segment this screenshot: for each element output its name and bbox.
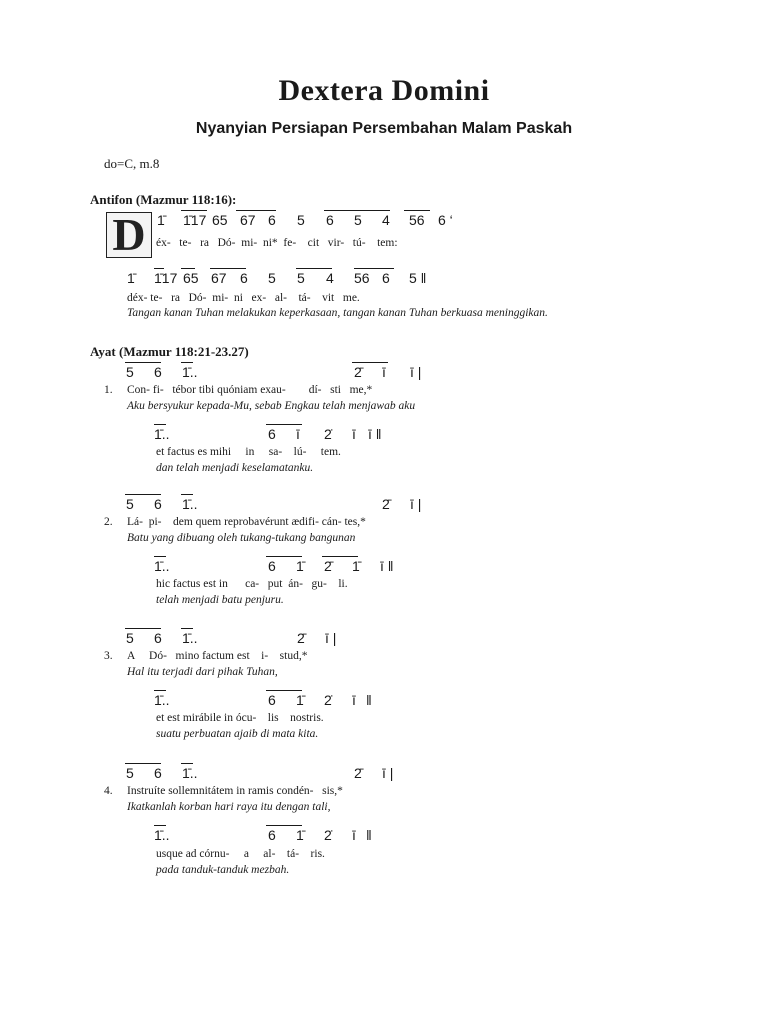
- note: ‖: [366, 692, 372, 708]
- verse-4-translation-2: pada tanduk-tanduk mezbah.: [156, 864, 290, 876]
- verse-4-notes-line2: [0, 827, 768, 845]
- page-subtitle: Nyanyian Persiapan Persembahan Malam Paskah: [195, 120, 573, 137]
- note: ī: [352, 827, 356, 843]
- note: 1̄: [157, 212, 165, 228]
- note: 67: [211, 270, 227, 286]
- note: 6: [326, 212, 334, 228]
- note: 5: [297, 270, 305, 286]
- verse-4-notes-line1: [0, 765, 768, 783]
- note: 6: [268, 692, 276, 708]
- note: 5: [126, 496, 134, 512]
- note: ‖: [366, 827, 372, 843]
- verse-number: 4.: [104, 785, 113, 797]
- antiphon-notes-line1: [0, 212, 768, 230]
- note: 6 ‘: [438, 212, 453, 228]
- note: 2̄: [354, 364, 362, 380]
- note: 1̄..: [154, 692, 170, 708]
- antiphon-heading: Antifon (Mazmur 118:16):: [90, 192, 237, 207]
- note: 1̄: [296, 692, 304, 708]
- verse-2-translation-1: Batu yang dibuang oleh tukang-tukang bangunan: [127, 532, 356, 544]
- note: 5: [268, 270, 276, 286]
- dropcap-initial: D: [106, 212, 152, 258]
- note: 1̄..: [154, 426, 170, 442]
- verse-1-notes-line2: [0, 426, 768, 444]
- note: 1̄: [352, 558, 360, 574]
- key-signature: do=C, m.8: [104, 156, 160, 171]
- note: ī: [352, 426, 356, 442]
- verse-2-lyrics-line1: Lá- pi- dem quem reprobavérunt ædifi- cán- tes,*: [127, 516, 366, 528]
- note: 4: [382, 212, 390, 228]
- note: 6: [154, 364, 162, 380]
- verse-1-lyrics-line1: Con- fi- tébor tibi quóniam exau- dí- sti me,*: [127, 384, 373, 396]
- verse-2-translation-2: telah menjadi batu penjuru.: [156, 594, 284, 606]
- note: 6: [268, 827, 276, 843]
- antiphon-lyrics-line2: déx- te- ra Dó- mi- ni ex- al- tá- vit me.: [127, 292, 360, 304]
- verse-3-notes-line2: [0, 692, 768, 710]
- note: ī |: [410, 364, 422, 380]
- note: 6: [268, 426, 276, 442]
- note: 1̄: [296, 827, 304, 843]
- antiphon-translation: Tangan kanan Tuhan melakukan keperkasaan, tangan kanan Tuhan berkuasa meninggikan.: [127, 307, 548, 319]
- note: 1̄: [127, 270, 135, 286]
- note: 2̄: [297, 630, 305, 646]
- note: 2̄: [354, 765, 362, 781]
- verse-4-translation-1: Ikatkanlah korban hari raya itu dengan tali,: [127, 801, 331, 813]
- page-title: Dextera Domini: [278, 74, 490, 107]
- verse-number: 3.: [104, 650, 113, 662]
- note: 1̄: [296, 558, 304, 574]
- verse-3-notes-line1: [0, 630, 768, 648]
- note: 65: [183, 270, 199, 286]
- note: 56: [354, 270, 370, 286]
- note: 1̄..: [182, 496, 198, 512]
- note: ī ‖: [380, 558, 394, 574]
- verse-2-lyrics-line2: hic factus est in ca- put án- gu- li.: [156, 578, 348, 590]
- note: 1̄..: [182, 364, 198, 380]
- verses-heading: Ayat (Mazmur 118:21-23.27): [90, 344, 249, 359]
- verse-number: 1.: [104, 384, 113, 396]
- antiphon-notes-line2: [0, 270, 768, 288]
- note: 5: [126, 630, 134, 646]
- note: 6: [240, 270, 248, 286]
- note: 1̄17: [154, 270, 178, 286]
- note: 6: [268, 558, 276, 574]
- note: 65: [212, 212, 228, 228]
- note: 1̄..: [154, 558, 170, 574]
- note: ī |: [382, 765, 394, 781]
- note: 5 ‖: [409, 270, 427, 286]
- verse-3-lyrics-line1: A Dó- mino factum est i- stud,*: [127, 650, 308, 662]
- note: 6: [154, 765, 162, 781]
- note: 1̄17: [183, 212, 207, 228]
- note: 2̄: [382, 496, 390, 512]
- verse-1-translation-2: dan telah menjadi keselamatanku.: [156, 462, 314, 474]
- note: 2̄: [324, 558, 332, 574]
- note: 2̇: [324, 827, 332, 843]
- verse-3-lyrics-line2: et est mirábile in ócu- lis nostris.: [156, 712, 324, 724]
- note: 1̄..: [182, 765, 198, 781]
- note: ī ‖: [368, 426, 382, 442]
- antiphon-lyrics-line1: éx- te- ra Dó- mi- ni* fe- cit vir- tú- tem:: [156, 237, 398, 249]
- verse-1-lyrics-line2: et factus es mihi in sa- lú- tem.: [156, 446, 341, 458]
- note: ī: [382, 364, 386, 380]
- note: 1̄..: [182, 630, 198, 646]
- note: 2̇: [324, 692, 332, 708]
- note: 56: [409, 212, 425, 228]
- verse-1-notes-line1: [0, 364, 768, 382]
- verse-3-translation-1: Hal itu terjadi dari pihak Tuhan,: [127, 666, 278, 678]
- note: ī: [296, 426, 300, 442]
- verse-2-notes-line1: [0, 496, 768, 514]
- note: ī |: [325, 630, 337, 646]
- note: ī |: [410, 496, 422, 512]
- note: 5: [126, 364, 134, 380]
- note: 2̇: [324, 426, 332, 442]
- note: ī: [352, 692, 356, 708]
- note: 6: [382, 270, 390, 286]
- note: 1̄..: [154, 827, 170, 843]
- note: 5: [354, 212, 362, 228]
- verse-number: 2.: [104, 516, 113, 528]
- note: 6: [154, 630, 162, 646]
- verse-1-translation-1: Aku bersyukur kepada-Mu, sebab Engkau telah menjawab aku: [127, 400, 416, 412]
- verse-4-lyrics-line2: usque ad córnu- a al- tá- ris.: [156, 848, 325, 860]
- note: 4: [326, 270, 334, 286]
- note: 67: [240, 212, 256, 228]
- verse-4-lyrics-line1: Instruíte sollemnitátem in ramis condén- sis,*: [127, 785, 343, 797]
- note: 5: [126, 765, 134, 781]
- note: 6: [154, 496, 162, 512]
- note: 6: [268, 212, 276, 228]
- verse-3-translation-2: suatu perbuatan ajaib di mata kita.: [156, 728, 319, 740]
- note: 5: [297, 212, 305, 228]
- verse-2-notes-line2: [0, 558, 768, 576]
